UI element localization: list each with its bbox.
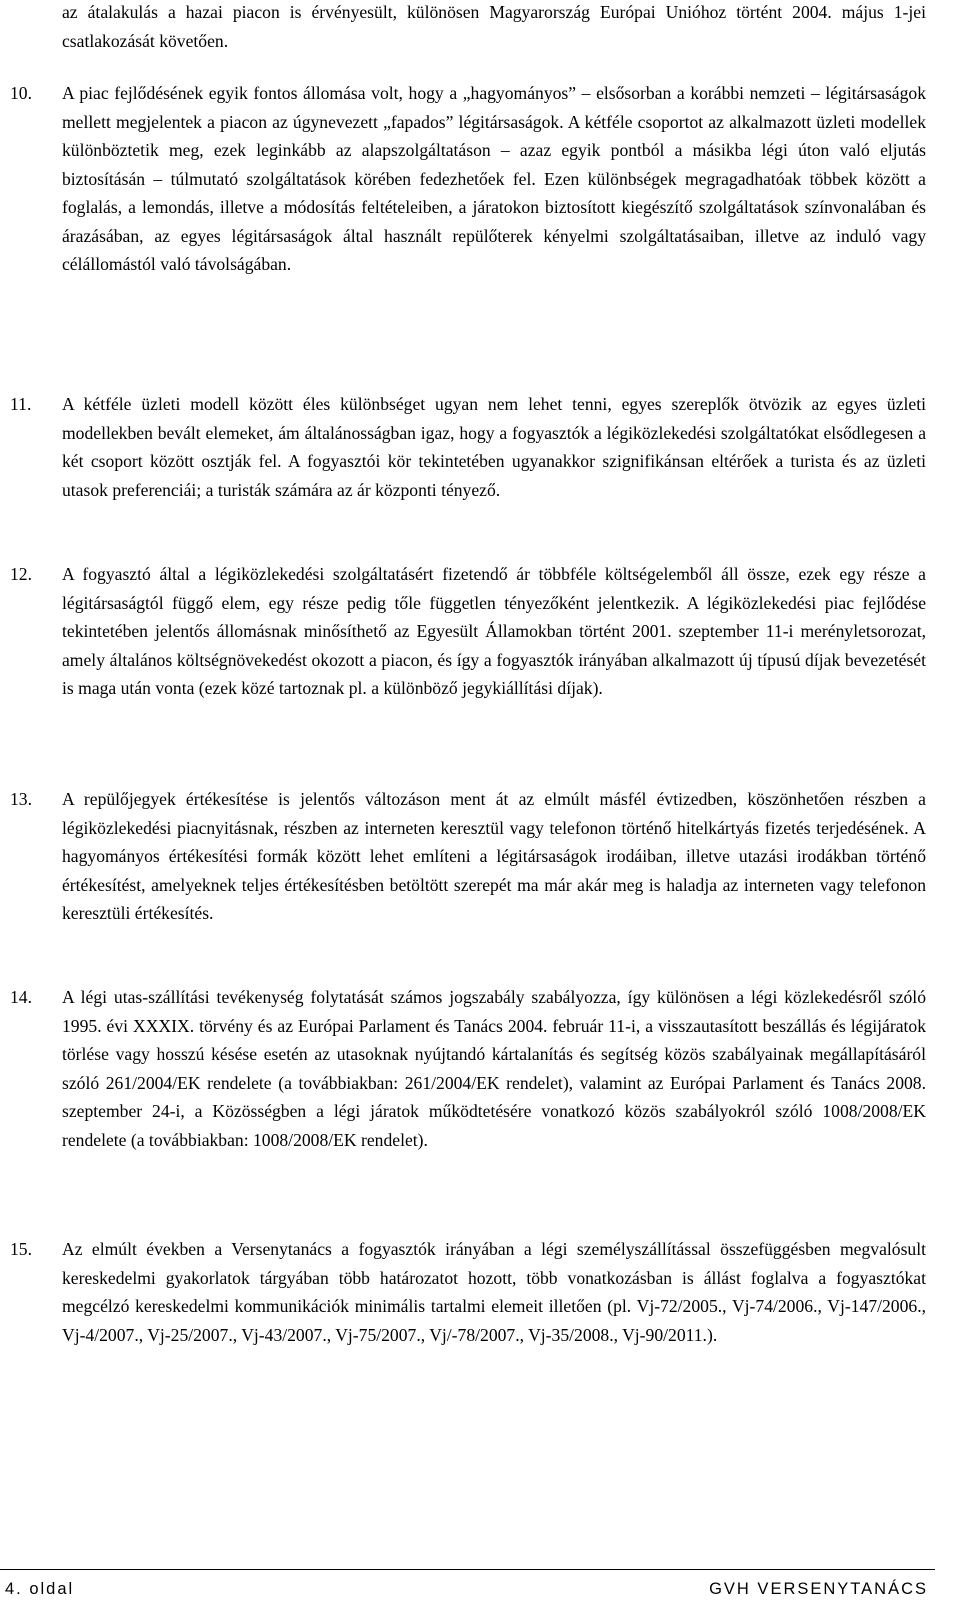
paragraph-continuation: az átalakulás a hazai piacon is érvényesült, különösen Magyarország Európai Unióhoz történt 2004. május 1-jei csatlakozását követően. — [62, 2, 926, 51]
paragraph-number: 15. — [10, 1239, 32, 1259]
paragraph-number: 12. — [10, 564, 32, 584]
paragraph-number: 14. — [10, 987, 32, 1007]
paragraph-14: A légi utas-szállítási tevékenység folytatását számos jogszabály szabályozza, így különösen a légi közlekedésről szóló 1995. évi XXXIX. törvény és az Európai Parlament és Tanács 2004. február 11-i, a visszautasított beszállás és légijáratok törlése vagy hosszú késése esetén az utasoknak nyújtandó kártalanítás és segítség közös szabályainak megállapításáról szóló 261/2004/EK rendelete (a továbbiakban: 261/2004/EK rendelet), valamint az Európai Parlament és Tanács 2008. szeptember 24-i, a Közösségben a légi járatok működtetésére vonatkozó közös szabályokról szóló 1008/2008/EK rendelete (a továbbiakban: 1008/2008/EK rendelet). — [62, 987, 926, 1150]
paragraph-number: 13. — [10, 789, 32, 809]
paragraph-11: A kétféle üzleti modell között éles különbséget ugyan nem lehet tenni, egyes szereplők ötvözik az egyes üzleti modellekben bevált elemeket, ám általánosságban igaz, hogy a fogyasztók a légiközlekedési szolgáltatókat elsődlegesen a két csoport között osztják fel. A fogyasztói kör tekintetében ugyanakkor szignifikánsan eltérőek a turista és az üzleti utasok preferenciái; a turisták számára az ár központi tényező. — [62, 394, 926, 500]
footer-divider — [0, 1569, 935, 1570]
paragraph-10: A piac fejlődésének egyik fontos állomása volt, hogy a „hagyományos” – elsősorban a korábbi nemzeti – légitársaságok mellett megjelentek a piacon az úgynevezett „fapados” légitársaságok. A kétféle csoportot az alkalmazott üzleti modellek különböztetik meg, ezek leginkább az alapszolgáltatáson – azaz egyik pontból a másikba légi úton való eljutás biztosításán – túlmutató szolgáltatások körében fedezhetőek fel. Ezen különbségek megragadhatóak többek között a foglalás, a lemondás, illetve a módosítás feltételeiben, a járatokon biztosított kiegészítő szolgáltatások színvonalában és árazásában, az egyes légitársaságok által használt repülőterek kényelmi szolgáltatásaiban, illetve az induló vagy célállomástól való távolságában. — [62, 83, 926, 274]
paragraph-12: A fogyasztó által a légiközlekedési szolgáltatásért fizetendő ár többféle költségelemből áll össze, ezek egy része a légitársaságtól függő elem, egy része pedig tőle független tényezőként jelentkezik. A légiközlekedési piac fejlődése tekintetében jelentős állomásnak minősíthető az Egyesült Államokban történt 2001. szeptember 11-i merényletsorozat, amely általános költségnövekedést okozott a piacon, és így a fogyasztók irányában alkalmazott új típusú díjak bevezetését is maga után vonta (ezek közé tartoznak pl. a különböző jegykiállítási díjak). — [62, 564, 926, 698]
paragraph-number: 11. — [10, 394, 32, 414]
paragraph-13: A repülőjegyek értékesítése is jelentős változáson ment át az elmúlt másfél évtizedben, köszönhetően részben a légiközlekedési piacnyitásnak, részben az interneten keresztül vagy telefonon történő hitelkártyás fizetés terjedésének. A hagyományos értékesítési formák között lehet említeni a légitársaságok irodáiban, illetve utazási irodákban történő értékesítést, amelyeknek teljes értékesítésben betöltött szerepét ma már akár meg is haladja az interneten vagy telefonon keresztüli értékesítés. — [62, 789, 926, 923]
paragraph-number: 10. — [10, 83, 32, 103]
footer-organization: GVH VERSENYTANÁCS — [709, 1580, 928, 1598]
paragraph-15: Az elmúlt években a Versenytanács a fogyasztók irányában a légi személyszállítással összefüggésben megvalósult kereskedelmi gyakorlatok tárgyában több határozatot hozott, több vonatkozásban is állást foglalva a fogyasztókat megcélzó kereskedelmi kommunikációk minimális tartalmi elemeit illetően (pl. Vj-72/2005., Vj-74/2006., Vj-147/2006., Vj-4/2007., Vj-25/2007., Vj-43/2007., Vj-75/2007., Vj/-78/2007., Vj-35/2008., Vj-90/2011.). — [62, 1239, 926, 1345]
footer-page-number: 4. oldal — [5, 1580, 75, 1598]
